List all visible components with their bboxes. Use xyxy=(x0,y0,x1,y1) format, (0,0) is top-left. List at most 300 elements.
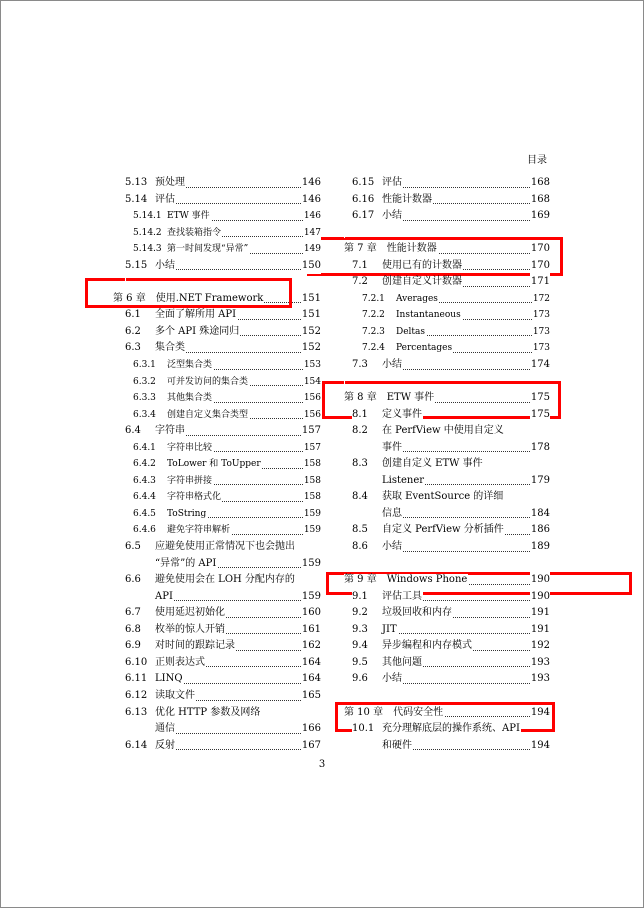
toc-entry-number: 第 10 章 xyxy=(344,706,384,718)
toc-entry xyxy=(113,572,321,589)
toc-entry xyxy=(113,324,321,341)
toc-entry-page: 194 xyxy=(530,705,550,722)
toc-entry-page: 168 xyxy=(530,175,550,192)
toc-entry-number: 8.4 xyxy=(352,491,368,503)
toc-spacer xyxy=(113,274,321,291)
toc-entry-lead xyxy=(133,443,213,453)
toc-entry-lead xyxy=(125,574,296,585)
toc-entry xyxy=(113,622,321,639)
toc-entry-lead xyxy=(125,740,176,751)
toc-entry-number: 9.3 xyxy=(352,623,368,635)
toc-entry-page: 171 xyxy=(530,274,550,291)
toc-entry-number: 5.14.2 xyxy=(133,227,162,238)
toc-entry-title: 优化 HTTP 参数及网络 xyxy=(155,706,261,718)
toc-entry-lead xyxy=(125,657,206,668)
toc-entry-page: 156 xyxy=(303,407,321,424)
toc-entry-title: 集合类 xyxy=(155,342,185,354)
toc-entry-title: Averages xyxy=(396,293,438,304)
toc-entry-page: 147 xyxy=(303,225,321,242)
toc-entry xyxy=(332,192,550,209)
toc-entry xyxy=(113,688,321,705)
toc-entry-page: 193 xyxy=(530,655,550,672)
toc-entry-lead xyxy=(352,508,403,519)
toc-entry-page: 191 xyxy=(530,605,550,622)
toc-entry xyxy=(332,258,550,275)
toc-entry-lead xyxy=(362,310,462,320)
toc-entry xyxy=(113,738,321,755)
toc-entry-title: 获取 EventSource 的详细 xyxy=(382,491,504,503)
toc-entry-number: 10.1 xyxy=(352,723,375,735)
toc-entry-page: 166 xyxy=(301,721,321,738)
toc-entry-title: Deltas xyxy=(396,326,426,337)
toc-entry xyxy=(332,671,550,688)
toc-entry-page: 158 xyxy=(303,456,321,473)
toc-entry-lead xyxy=(352,657,423,668)
toc-entry-page: 161 xyxy=(301,622,321,639)
toc-entry-number: 7.2 xyxy=(352,276,368,288)
toc-entry-title: 垃圾回收和内存 xyxy=(382,607,452,619)
toc-entry-number: 8.3 xyxy=(352,458,368,470)
toc-entry-title: 定义事件 xyxy=(382,408,422,420)
toc-spacer xyxy=(332,556,550,573)
toc-entry-title: 正则表达式 xyxy=(155,656,205,668)
toc-entry xyxy=(113,655,321,672)
toc-entry xyxy=(332,638,550,655)
toc-entry-page: 158 xyxy=(303,473,321,490)
toc-entry-title: 性能计数器 xyxy=(382,193,432,205)
toc-entry-page: 191 xyxy=(530,622,550,639)
toc-entry-page: 175 xyxy=(530,390,550,407)
toc-entry-page: 174 xyxy=(530,357,550,374)
toc-entry-title: Windows Phone xyxy=(386,574,468,586)
toc-entry xyxy=(113,225,321,242)
toc-entry-lead xyxy=(125,194,176,205)
toc-entry-title: 代码安全性 xyxy=(393,706,444,718)
toc-spacer xyxy=(332,688,550,705)
toc-entry-title: ToLower 和 ToUpper xyxy=(167,459,261,470)
toc-entry-title: 避免使用会在 LOH 分配内存的 xyxy=(155,574,295,586)
toc-entry-number: 6.13 xyxy=(125,706,148,718)
toc-entry-number: 6.14 xyxy=(125,739,148,751)
toc-entry-lead xyxy=(125,342,186,353)
toc-entry-page: 170 xyxy=(530,241,550,258)
toc-entry-number: 7.2.4 xyxy=(362,343,385,354)
toc-entry xyxy=(113,473,321,490)
toc-entry-lead xyxy=(352,541,403,552)
toc-entry xyxy=(113,440,321,457)
toc-entry-page: 172 xyxy=(532,291,550,308)
toc-entry-title: 反射 xyxy=(155,739,175,751)
toc-entry-title: 小结 xyxy=(382,541,402,553)
toc-entry-number: 5.15 xyxy=(125,259,148,271)
toc-entry-lead xyxy=(133,360,213,370)
toc-entry xyxy=(332,307,550,324)
toc-entry-page: 152 xyxy=(301,324,321,341)
toc-entry-page: 159 xyxy=(301,589,321,606)
toc-entry-lead xyxy=(352,524,505,535)
toc-entry-lead xyxy=(352,177,403,188)
toc-entry xyxy=(332,274,550,291)
toc-entry-title: 评估 xyxy=(155,193,175,205)
toc-entry-lead xyxy=(133,509,207,519)
toc-entry-title: 使用.NET Framework xyxy=(155,292,264,304)
toc-entry-number: 6.17 xyxy=(352,210,375,222)
toc-entry-page: 157 xyxy=(303,440,321,457)
toc-entry-number: 7.2.2 xyxy=(362,310,385,321)
toc-entry-page: 146 xyxy=(301,175,321,192)
toc-entry-number: 6.11 xyxy=(125,673,148,685)
toc-entry-lead xyxy=(133,211,211,221)
toc-entry-page: 152 xyxy=(301,340,321,357)
toc-entry-page: 146 xyxy=(303,208,321,225)
toc-entry-number: 6.7 xyxy=(125,607,141,619)
toc-entry-lead xyxy=(344,690,345,701)
toc-entry-number: 8.1 xyxy=(352,408,368,420)
toc-entry-page: 149 xyxy=(303,241,321,258)
toc-spacer xyxy=(332,225,550,242)
toc-entry-title: 自定义 PerfView 分析插件 xyxy=(382,524,504,536)
toc-entry-title: 在 PerfView 中使用自定义 xyxy=(382,425,504,437)
toc-entry-number: 6.4.6 xyxy=(133,525,156,536)
toc-entry-number: 6.4 xyxy=(125,425,141,437)
toc-entry-page: 173 xyxy=(532,324,550,341)
toc-entry-title: 字符串格式化 xyxy=(167,492,222,503)
toc-entry-lead xyxy=(125,541,296,552)
toc-entry xyxy=(113,638,321,655)
toc-entry-lead xyxy=(344,707,444,718)
toc-entry-page: 165 xyxy=(301,688,321,705)
toc-entry-title: 全面了解所用 API xyxy=(155,309,237,321)
toc-entry-title: API xyxy=(155,590,173,602)
toc-entry xyxy=(113,556,321,573)
toc-entry-title: 应避免使用正常情况下也会抛出 xyxy=(155,541,295,553)
toc-entry xyxy=(113,374,321,391)
toc-entry xyxy=(113,390,321,407)
toc-entry-number: 5.14.1 xyxy=(133,211,162,222)
toc-entry-lead xyxy=(133,228,222,238)
toc-entry-page: 159 xyxy=(303,506,321,523)
toc-entry-lead xyxy=(125,607,226,618)
toc-entry-lead xyxy=(352,591,423,602)
toc-entry-title: 充分理解底层的操作系统、API xyxy=(382,723,520,735)
toc-entry-page: 156 xyxy=(303,390,321,407)
toc-entry-number: 6.9 xyxy=(125,640,141,652)
toc-entry-page: 190 xyxy=(530,572,550,589)
toc-entry xyxy=(113,522,321,539)
toc-entry-number: 6.3.2 xyxy=(133,376,156,387)
toc-entry-page: 189 xyxy=(530,539,550,556)
page-header-title: 目录 xyxy=(527,155,547,166)
toc-entry-number: 6.1 xyxy=(125,309,141,321)
toc-entry-number: 7.1 xyxy=(352,259,368,271)
toc-entry-page: 186 xyxy=(530,522,550,539)
toc-entry-page: 150 xyxy=(301,258,321,275)
toc-entry-title: “异常”的 API xyxy=(155,557,217,569)
toc-entry-lead xyxy=(352,740,413,751)
toc-entry-number: 第 6 章 xyxy=(113,292,146,304)
toc-entry-title: JIT xyxy=(382,623,397,635)
toc-entry xyxy=(113,539,321,556)
toc-entry-title: 字符串比较 xyxy=(167,442,213,453)
toc-entry-lead xyxy=(352,194,433,205)
toc-entry-number: 第 7 章 xyxy=(344,243,377,255)
toc-entry-lead xyxy=(352,409,423,420)
toc-entry-number: 6.12 xyxy=(125,689,148,701)
toc-entry xyxy=(332,655,550,672)
toc-entry-lead xyxy=(133,525,231,535)
toc-entry-title: 事件 xyxy=(382,441,402,453)
toc-entry xyxy=(332,291,550,308)
toc-chapter-entry xyxy=(332,390,550,407)
toc-entry-lead xyxy=(133,476,213,486)
toc-entry-lead xyxy=(344,558,345,569)
toc-entry xyxy=(113,357,321,374)
toc-entry xyxy=(332,324,550,341)
toc-entry-lead xyxy=(352,673,403,684)
toc-entry xyxy=(332,721,550,738)
toc-entry-lead xyxy=(125,276,126,287)
toc-entry-lead xyxy=(133,410,249,420)
toc-entry-lead xyxy=(125,177,186,188)
toc-entry-lead xyxy=(352,723,521,734)
toc-entry xyxy=(113,192,321,209)
toc-entry-title: Percentages xyxy=(396,343,453,354)
toc-entry-lead xyxy=(352,425,505,436)
toc-entry-page: 190 xyxy=(530,589,550,606)
toc-entry-page: 170 xyxy=(530,258,550,275)
toc-entry-page: 175 xyxy=(530,407,550,424)
toc-entry-page: 192 xyxy=(530,638,550,655)
toc-entry-title: ETW 事件 xyxy=(167,211,210,222)
toc-entry-number: 7.2.3 xyxy=(362,326,385,337)
toc-entry-title: 小结 xyxy=(382,359,402,371)
toc-entry-page: 146 xyxy=(301,192,321,209)
toc-entry-title: 创建自定义计数器 xyxy=(382,276,462,288)
toc-entry-page: 194 xyxy=(530,738,550,755)
toc-entry xyxy=(113,258,321,275)
toc-entry-number: 第 8 章 xyxy=(344,392,377,404)
toc-entry xyxy=(332,522,550,539)
toc-entry-lead xyxy=(352,276,463,287)
toc-entry xyxy=(113,671,321,688)
toc-entry-page: 173 xyxy=(532,340,550,357)
toc-entry-page: 179 xyxy=(530,473,550,490)
toc-entry-title: 异步编程和内存模式 xyxy=(382,640,472,652)
toc-entry-title: 通信 xyxy=(155,723,175,735)
toc-chapter-entry xyxy=(332,241,550,258)
toc-entry xyxy=(113,423,321,440)
toc-entry-page: 167 xyxy=(301,738,321,755)
toc-entry-title: 泛型集合类 xyxy=(167,360,213,371)
toc-entry-title: 信息 xyxy=(382,507,402,519)
toc-entry-lead xyxy=(344,243,438,254)
toc-entry xyxy=(113,721,321,738)
toc-entry-page: 184 xyxy=(530,506,550,523)
toc-entry xyxy=(113,407,321,424)
toc-entry xyxy=(332,473,550,490)
toc-entry-title: 小结 xyxy=(382,210,402,222)
toc-entry-title: 读取文件 xyxy=(155,689,195,701)
toc-entry xyxy=(332,506,550,523)
toc-entry xyxy=(332,738,550,755)
toc-entry-title: 小结 xyxy=(382,673,402,685)
toc-entry-number: 6.3.3 xyxy=(133,393,156,404)
toc-entry-page: 168 xyxy=(530,192,550,209)
toc-entry-lead xyxy=(125,425,186,436)
toc-entry-title: ETW 事件 xyxy=(386,392,435,404)
toc-entry-lead xyxy=(344,376,345,387)
toc-entry-lead xyxy=(125,558,217,569)
toc-entry-lead xyxy=(125,624,226,635)
toc-entry-number: 6.4.2 xyxy=(133,459,156,470)
toc-entry-number: 6.4.1 xyxy=(133,442,156,453)
toc-entry-lead xyxy=(125,326,240,337)
toc-entry-lead xyxy=(133,377,249,387)
toc-entry-page: 153 xyxy=(303,357,321,374)
toc-entry xyxy=(113,456,321,473)
toc-entry-number: 6.6 xyxy=(125,574,141,586)
toc-entry-lead xyxy=(362,294,439,304)
toc-entry xyxy=(332,605,550,622)
toc-entry xyxy=(113,175,321,192)
toc-entry-number: 6.4.5 xyxy=(133,508,156,519)
toc-entry-title: Instantaneous xyxy=(396,310,461,321)
toc-entry-title: 对时间的跟踪记录 xyxy=(155,640,235,652)
toc-entry xyxy=(332,456,550,473)
toc-entry-number: 6.3.1 xyxy=(133,360,156,371)
toc-entry-lead xyxy=(133,492,222,502)
toc-entry-page: 151 xyxy=(301,291,321,308)
toc-entry-title: 可并发访问的集合类 xyxy=(167,376,249,387)
toc-entry-number: 6.3.4 xyxy=(133,409,156,420)
toc-entry-number: 9.2 xyxy=(352,607,368,619)
toc-entry xyxy=(113,605,321,622)
toc-entry-page: 169 xyxy=(530,208,550,225)
toc-spacer xyxy=(332,374,550,391)
toc-entry-page: 178 xyxy=(530,440,550,457)
toc-entry-lead xyxy=(352,458,484,469)
page-number: 3 xyxy=(318,759,326,770)
toc-entry-title: 第一时间发现“异常” xyxy=(167,244,249,255)
toc-entry-lead xyxy=(125,640,236,651)
toc-entry-lead xyxy=(352,260,463,271)
toc-entry xyxy=(113,489,321,506)
toc-entry-lead xyxy=(362,327,426,337)
toc-chapter-entry xyxy=(332,705,550,722)
toc-entry-title: 小结 xyxy=(155,259,175,271)
toc-entry-title: 使用延迟初始化 xyxy=(155,607,225,619)
toc-entry-lead xyxy=(352,442,403,453)
toc-entry xyxy=(113,589,321,606)
toc-entry-number: 9.5 xyxy=(352,656,368,668)
toc-entry xyxy=(332,539,550,556)
toc-entry-page: 164 xyxy=(301,655,321,672)
toc-entry-lead xyxy=(125,707,261,718)
toc-entry-title: 其他集合类 xyxy=(167,393,213,404)
toc-entry-title: 创建自定义 ETW 事件 xyxy=(382,458,483,470)
toc-entry-lead xyxy=(113,293,264,304)
toc-entry xyxy=(332,407,550,424)
toc-entry-number: 6.10 xyxy=(125,656,148,668)
toc-entry-number: 8.5 xyxy=(352,524,368,536)
toc-entry-title: 查找装箱指令 xyxy=(167,227,222,238)
toc-entry-title: 预处理 xyxy=(155,177,185,188)
toc-entry xyxy=(113,208,321,225)
toc-entry-number: 6.16 xyxy=(352,193,375,205)
toc-entry-title: 和硬件 xyxy=(382,739,412,751)
toc-entry-page: 158 xyxy=(303,489,321,506)
toc-entry-number: 第 9 章 xyxy=(344,574,377,586)
toc-entry-lead xyxy=(344,574,468,585)
toc-entry xyxy=(113,506,321,523)
toc-entry-number: 6.2 xyxy=(125,325,141,337)
toc-right-column xyxy=(332,175,550,754)
toc-entry-lead xyxy=(352,210,403,221)
toc-entry-lead xyxy=(125,690,196,701)
toc-entry xyxy=(332,175,550,192)
toc-entry-title: 多个 API 殊途同归 xyxy=(155,325,240,337)
toc-entry-lead xyxy=(352,475,425,486)
toc-entry-page: 159 xyxy=(301,556,321,573)
toc-entry-number: 5.14.3 xyxy=(133,244,162,255)
toc-entry-lead xyxy=(125,309,237,320)
toc-entry-title: 性能计数器 xyxy=(386,243,437,255)
toc-entry-title: 其他问题 xyxy=(382,656,422,668)
toc-entry-page: 154 xyxy=(303,374,321,391)
toc-entry-title: LINQ xyxy=(155,673,183,685)
toc-entry-number: 6.15 xyxy=(352,177,375,188)
toc-entry-number: 6.5 xyxy=(125,541,141,553)
toc-entry xyxy=(113,241,321,258)
toc-entry-number: 5.14 xyxy=(125,193,148,205)
toc-entry-lead xyxy=(125,673,184,684)
toc-entry-page: 162 xyxy=(301,638,321,655)
toc-entry-lead xyxy=(133,244,249,254)
toc-entry-title: ToString xyxy=(167,508,207,519)
toc-entry-number: 8.2 xyxy=(352,425,368,437)
toc-entry-number: 6.4.3 xyxy=(133,475,156,486)
toc-entry-number: 6.4.4 xyxy=(133,492,156,503)
toc-entry-number: 6.3 xyxy=(125,342,141,354)
toc-entry-page: 160 xyxy=(301,605,321,622)
toc-entry-title: 避免字符串解析 xyxy=(167,525,231,536)
toc-entry-number: 9.1 xyxy=(352,590,368,602)
toc-entry-lead xyxy=(125,723,176,734)
toc-entry xyxy=(113,307,321,324)
toc-entry-page: 193 xyxy=(530,671,550,688)
toc-entry xyxy=(332,357,550,374)
toc-entry-page: 164 xyxy=(301,671,321,688)
toc-entry xyxy=(332,489,550,506)
toc-entry xyxy=(332,208,550,225)
toc-entry-title: 枚举的惊人开销 xyxy=(155,623,225,635)
toc-chapter-entry xyxy=(113,291,321,308)
toc-entry-lead xyxy=(344,392,435,403)
toc-entry xyxy=(332,440,550,457)
toc-entry-page: 151 xyxy=(301,307,321,324)
toc-entry-title: 评估 xyxy=(382,177,402,188)
toc-entry-lead xyxy=(344,227,345,238)
toc-chapter-entry xyxy=(332,572,550,589)
toc-entry-number: 7.2.1 xyxy=(362,293,385,304)
toc-entry-title: 字符串 xyxy=(155,425,185,437)
toc-entry xyxy=(113,705,321,722)
toc-entry-page: 173 xyxy=(532,307,550,324)
toc-entry-lead xyxy=(352,624,398,635)
toc-entry-lead xyxy=(352,607,453,618)
toc-entry xyxy=(332,622,550,639)
toc-entry-number: 7.3 xyxy=(352,359,368,371)
